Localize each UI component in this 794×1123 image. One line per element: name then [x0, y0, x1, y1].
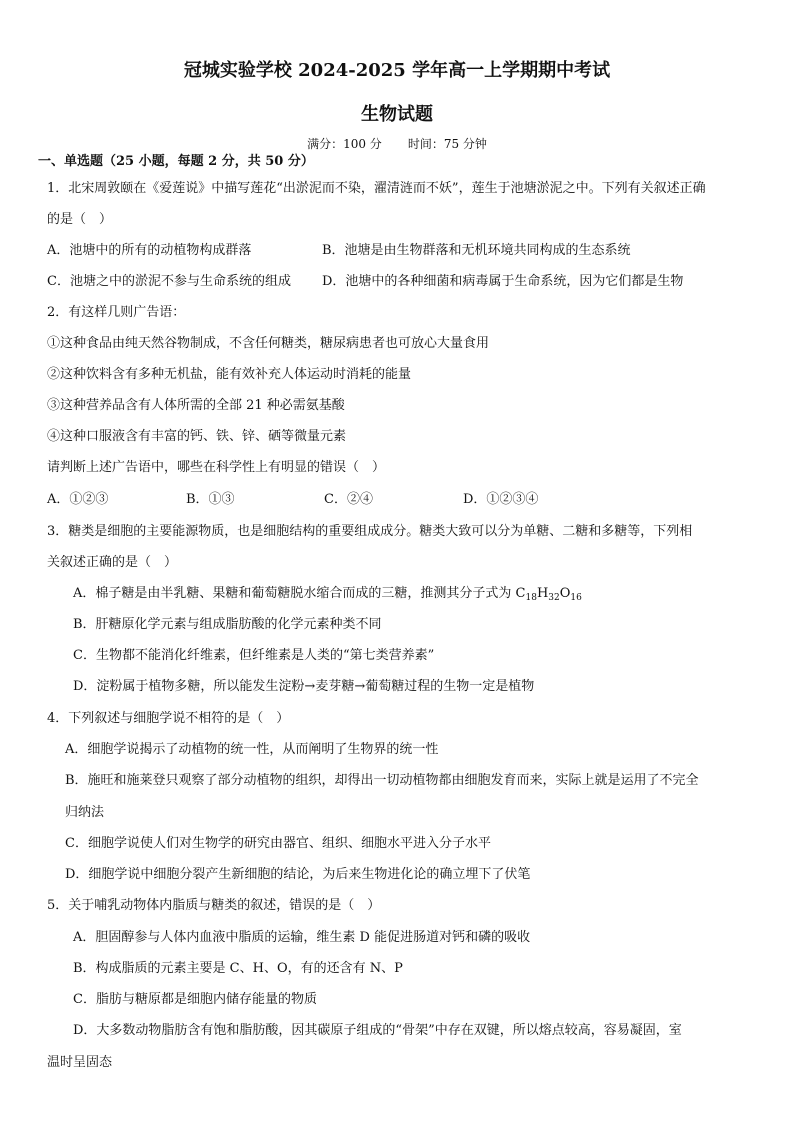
q2-option-a: A．①②③	[47, 492, 109, 507]
q2-item-2: ②这种饮料含有多种无机盐，能有效补充人体运动时消耗的能量	[47, 367, 412, 382]
q2-question: 请判断上述广告语中，哪些在科学性上有明显的错误（ ）	[47, 460, 386, 475]
q3-option-a-text: A．棉子糖是由半乳糖、果糖和葡萄糖脱水缩合而成的三糖，推测其分子式为	[73, 586, 516, 601]
q1-option-b: B．池塘是由生物群落和无机环境共同构成的生态系统	[322, 243, 631, 258]
q3-option-c: C．生物都不能消化纤维素，但纤维素是人类的“第七类营养素”	[73, 648, 435, 663]
q2-item-1: ①这种食品由纯天然谷物制成，不含任何糖类，糖尿病患者也可放心大量食用	[47, 336, 490, 351]
q1-option-c: C．池塘之中的淤泥不参与生命系统的组成	[47, 274, 291, 289]
q5-option-c: C．脂肪与糖原都是细胞内储存能量的物质	[73, 992, 317, 1007]
q2-option-b: B．①③	[186, 492, 235, 507]
q1-stem-line1: 1．北宋周敦颐在《爱莲说》中描写莲花“出淤泥而不染，濯清涟而不妖”，莲生于池塘淤泥之中。下列有关叙述正确	[47, 181, 706, 196]
q1-option-a: A．池塘中的所有的动植物构成群落	[47, 243, 252, 258]
q4-stem: 4．下列叙述与细胞学说不相符的是（ ）	[47, 711, 290, 726]
q3-formula: $C_{18}H_{32}O_{16}$	[515, 586, 582, 603]
exam-title: 冠城实验学校 2024-2025 学年高一上学期期中考试	[183, 60, 611, 81]
q3-option-a	[73, 586, 582, 602]
q5-option-a: A．胆固醇参与人体内血液中脂质的运输，维生素 D 能促进肠道对钙和磷的吸收	[73, 930, 531, 945]
q4-option-b-line1: B．施旺和施莱登只观察了部分动植物的组织，却得出一切动植物都由细胞发育而来，实际上就是运用了不完全	[65, 773, 699, 788]
section-heading: 一、单选题（25 小题，每题 2 分，共 50 分）	[38, 154, 314, 169]
time-limit: 时间：75 分钟	[407, 137, 487, 151]
q5-option-b: B．构成脂质的元素主要是 C、H、O，有的还含有 N、P	[73, 961, 403, 976]
q4-option-b-line2: 归纳法	[65, 805, 105, 820]
q3-stem-line1: 3．糖类是细胞的主要能源物质，也是细胞结构的重要组成成分。糖类大致可以分为单糖、二糖和多糖等，下列相	[47, 524, 693, 539]
q5-option-d-line1: D．大多数动物脂肪含有饱和脂肪酸，因其碳原子组成的“骨架”中存在双键，所以熔点较高，容易凝固，室	[73, 1023, 682, 1038]
q4-option-d: D．细胞学说中细胞分裂产生新细胞的结论，为后来生物进化论的确立埋下了伏笔	[65, 867, 531, 882]
q4-option-c: C．细胞学说使人们对生物学的研究由器官、组织、细胞水平进入分子水平	[65, 836, 491, 851]
q4-option-a: A．细胞学说揭示了动植物的统一性，从而阐明了生物界的统一性	[65, 742, 439, 757]
q2-item-3: ③这种营养品含有人体所需的全部 21 种必需氨基酸	[47, 398, 345, 413]
q1-option-d: D．池塘中的各种细菌和病毒属于生命系统，因为它们都是生物	[322, 274, 684, 289]
exam-meta	[0, 135, 794, 152]
q2-item-4: ④这种口服液含有丰富的钙、铁、锌、硒等微量元素	[47, 429, 347, 444]
q5-option-d-line2: 温时呈固态	[47, 1055, 113, 1070]
q1-stem-line2: 的是（ ）	[47, 212, 113, 227]
q3-option-b: B．肝糖原化学元素与组成脂肪酸的化学元素种类不同	[73, 617, 382, 632]
exam-subject: 生物试题	[361, 104, 433, 125]
q2-option-c: C．②④	[324, 492, 373, 507]
full-score: 满分：100 分	[307, 137, 382, 151]
q2-stem: 2．有这样几则广告语：	[47, 305, 186, 320]
q3-option-d: D．淀粉属于植物多糖，所以能发生淀粉→麦芽糖→葡萄糖过程的生物一定是植物	[73, 679, 535, 694]
q5-stem: 5．关于哺乳动物体内脂质与糖类的叙述，错误的是（ ）	[47, 898, 381, 913]
q3-stem-line2: 关叙述正确的是（ ）	[47, 555, 178, 570]
q2-option-d: D．①②③④	[463, 492, 539, 507]
